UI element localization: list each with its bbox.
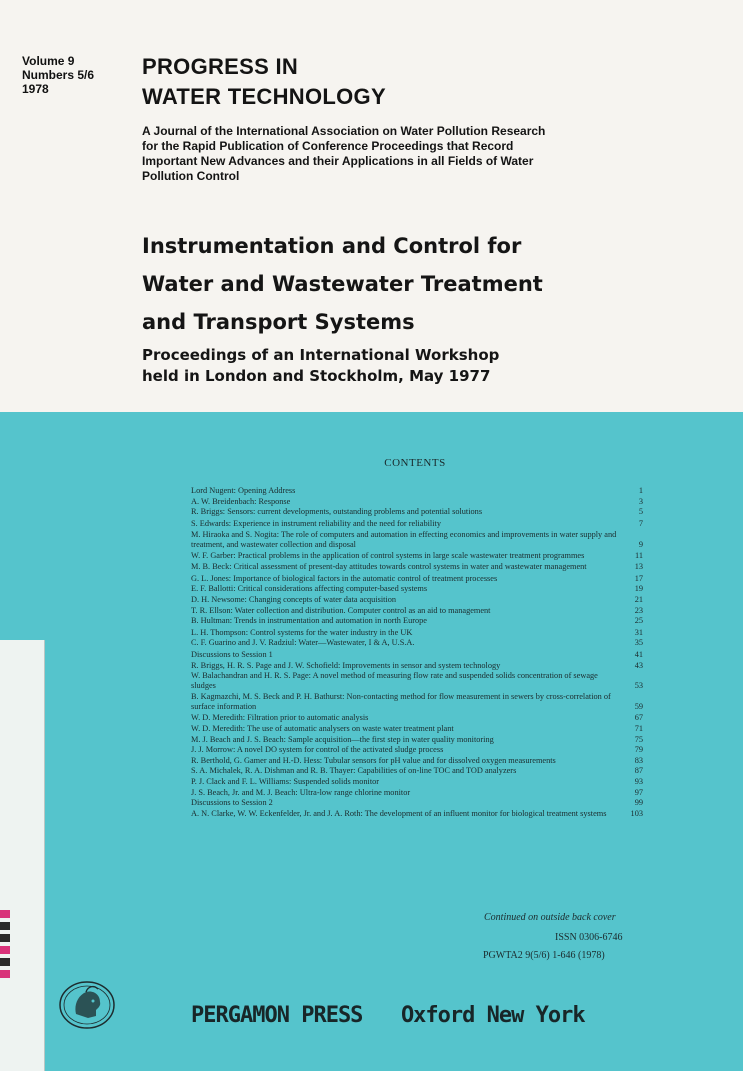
toc-entry-page: 67 (634, 713, 643, 723)
toc-entry (191, 777, 643, 787)
issue-numbers: Numbers 5/6 (22, 68, 95, 82)
toc-entry-title: G. L. Jones: Importance of biological factors in the automatic control of treatment processes (191, 573, 498, 583)
toc-entry-title: B. Hultman: Trends in instrumentation and automation in north Europe (191, 616, 427, 626)
toc-entry-page: 17 (634, 573, 643, 583)
toc-entry-title: W. F. Garber: Practical problems in the application of control systems in large scale wastewater treatment programmes (191, 550, 585, 560)
issn: ISSN 0306-6746 (555, 932, 623, 943)
library-spine-label (0, 640, 45, 1071)
publisher-name: PERGAMON PRESS (191, 1003, 363, 1028)
toc-entry-page: 1 (638, 486, 643, 495)
toc-entry-page: 7 (638, 518, 643, 528)
toc-entry (191, 530, 643, 549)
toc-entry (191, 638, 643, 648)
toc-entry (191, 628, 643, 638)
toc-entry-page: 25 (634, 616, 643, 626)
toc-entry-page: 35 (634, 638, 643, 648)
publisher-cities: Oxford New York (400, 1003, 585, 1028)
stripe-magenta (0, 910, 10, 918)
toc-entry-page: 13 (634, 562, 643, 572)
toc-entry (191, 574, 643, 584)
continued-note: Continued on outside back cover (484, 912, 616, 923)
journal-title (142, 52, 386, 112)
toc-entry-page: 3 (638, 496, 643, 506)
toc-entry-title: D. H. Newsome: Changing concepts of water data acquisition (191, 594, 397, 604)
toc-entry (191, 735, 643, 745)
toc-entry-title: E. F. Ballotti: Critical considerations affecting computer-based systems (191, 584, 428, 594)
volume-info (22, 54, 94, 96)
toc-entry-page: 83 (634, 755, 643, 765)
volume-year: 1978 (22, 82, 49, 96)
journal-description (142, 124, 612, 184)
toc-entry (191, 497, 643, 507)
stripe-magenta (0, 970, 10, 978)
journal-description-line: for the Rapid Publication of Conference Proceedings that Record (142, 139, 514, 153)
toc-entry-page: 53 (634, 680, 643, 690)
toc-entry (191, 745, 643, 755)
toc-entry-page: 5 (638, 507, 643, 517)
toc-entry-title: M. J. Beach and J. S. Beach: Sample acquisition—the first step in water quality monitoring (191, 734, 494, 744)
stripe-black (0, 922, 10, 930)
coden: PGWTA2 9(5/6) 1-646 (1978) (483, 950, 605, 961)
toc-entry-page: 71 (634, 724, 643, 734)
contents-heading: CONTENTS (384, 457, 446, 469)
toc-entry (191, 809, 643, 819)
issue-subtitle (142, 345, 499, 387)
toc-entry-title: R. Briggs, H. R. S. Page and J. W. Schofield: Improvements in sensor and system technology (191, 660, 501, 670)
toc-entry-title: Discussions to Session 2 (191, 798, 273, 808)
toc-entry-page: 31 (634, 627, 643, 637)
toc-entry-title: M. Hiraoka and S. Nogita: The role of computers and automation in effecting economics and improvements in water supply and treatment, and wastewater collection and disposal (191, 530, 617, 549)
toc-entry-title: M. B. Beck: Critical assessment of present-day attitudes towards control systems in water and wastewater management (191, 562, 587, 572)
toc-entry-title: Discussions to Session 1 (191, 649, 273, 659)
toc-entry-title: R. Briggs: Sensors: current developments, outstanding problems and potential solutions (191, 507, 483, 517)
toc-entry-title: Lord Nugent: Opening Address (191, 486, 296, 495)
stripe-black (0, 934, 10, 942)
journal-description-line: Pollution Control (142, 169, 240, 183)
toc-entry-page: 41 (634, 649, 643, 659)
toc-entry-title: W. D. Meredith: Filtration prior to automatic analysis (191, 713, 369, 723)
stripe-magenta (0, 946, 10, 954)
toc-entry (191, 486, 643, 496)
toc-entry-title: T. R. Ellson: Water collection and distribution. Computer control as an aid to management (191, 605, 491, 615)
toc-entry (191, 606, 643, 616)
toc-entry-page: 93 (634, 777, 643, 787)
toc-entry (191, 788, 643, 798)
toc-entry-title: P. J. Clack and F. L. Williams: Suspended solids monitor (191, 777, 380, 787)
toc-entry-page: 23 (634, 605, 643, 615)
toc-entry (191, 798, 643, 808)
pergamon-athena-head-icon (58, 980, 116, 1030)
issue-title-line: Instrumentation and Control for (142, 234, 522, 258)
publisher-imprint (191, 1003, 585, 1028)
toc-entry-page: 87 (634, 766, 643, 776)
journal-description-line: Important New Advances and their Applications in all Fields of Water (142, 154, 534, 168)
toc-entry-page: 43 (634, 660, 643, 670)
toc-entry (191, 595, 643, 605)
toc-entry-title: S. A. Michalek, R. A. Dishman and R. B. Thayer: Capabilities of on-line TOC and TOD analyzers (191, 766, 517, 776)
toc-entry-page: 59 (634, 701, 643, 711)
issue-title-line: and Transport Systems (142, 310, 415, 334)
toc-entry-page: 75 (634, 734, 643, 744)
toc-entry-title: S. Edwards: Experience in instrument reliability and the need for reliability (191, 518, 441, 528)
stripe-black (0, 958, 10, 966)
journal-description-line: A Journal of the International Association on Water Pollution Research (142, 124, 546, 138)
issue-subtitle-line: held in London and Stockholm, May 1977 (142, 367, 491, 385)
label-color-stripes (0, 910, 10, 1030)
toc-entry (191, 616, 643, 626)
toc-entry-page: 99 (634, 798, 643, 808)
journal-title-line-1: PROGRESS IN (142, 54, 299, 79)
volume-number: Volume 9 (22, 54, 75, 68)
toc-entry-page: 11 (635, 550, 643, 560)
toc-entry (191, 692, 643, 711)
toc-entry-page: 79 (634, 745, 643, 755)
toc-entry-title: J. S. Beach, Jr. and M. J. Beach: Ultra-low range chlorine monitor (191, 787, 411, 797)
issue-subtitle-line: Proceedings of an International Workshop (142, 346, 500, 364)
issue-title (142, 227, 543, 341)
toc-entry-page: 21 (634, 594, 643, 604)
table-of-contents (191, 486, 643, 819)
toc-entry (191, 724, 643, 734)
toc-entry (191, 551, 643, 561)
journal-title-line-2: WATER TECHNOLOGY (142, 84, 386, 109)
toc-entry-page: 19 (634, 584, 643, 594)
toc-entry (191, 650, 643, 660)
toc-entry (191, 713, 643, 723)
toc-entry-title: A. N. Clarke, W. W. Eckenfelder, Jr. and J. A. Roth: The development of an influent monitor for biological treatment systems (191, 808, 607, 818)
toc-entry (191, 519, 643, 529)
toc-entry-title: A. W. Breidenbach: Response (191, 496, 291, 506)
toc-entry-page: 97 (634, 787, 643, 797)
toc-entry-page: 103 (630, 808, 643, 818)
toc-entry (191, 584, 643, 594)
issue-title-line: Water and Wastewater Treatment (142, 272, 543, 296)
toc-entry-title: W. D. Meredith: The use of automatic analysers on waste water treatment plant (191, 724, 454, 734)
toc-entry (191, 661, 643, 671)
toc-entry (191, 507, 643, 517)
toc-entry-title: L. H. Thompson: Control systems for the water industry in the UK (191, 627, 413, 637)
toc-entry (191, 562, 643, 572)
toc-entry-title: B. Kagmazchi, M. S. Beck and P. H. Bathurst: Non-contacting method for flow measurement in sewers by cross-correlation of surface information (191, 692, 611, 711)
toc-entry (191, 756, 643, 766)
toc-entry-title: W. Balachandran and H. R. S. Page: A novel method of measuring flow rate and suspended solids concentration of sewage sludges (191, 671, 598, 690)
toc-entry-page: 9 (638, 539, 643, 549)
toc-entry (191, 671, 643, 690)
toc-entry-title: R. Berthold, G. Gamer and H.-D. Hess: Tubular sensors for pH value and for dissolved oxygen measurements (191, 755, 556, 765)
toc-entry (191, 766, 643, 776)
toc-entry-title: J. J. Morrow: A novel DO system for control of the activated sludge process (191, 745, 444, 755)
toc-entry-title: C. F. Guarino and J. V. Radziul: Water—Wastewater, I & A, U.S.A. (191, 638, 415, 648)
